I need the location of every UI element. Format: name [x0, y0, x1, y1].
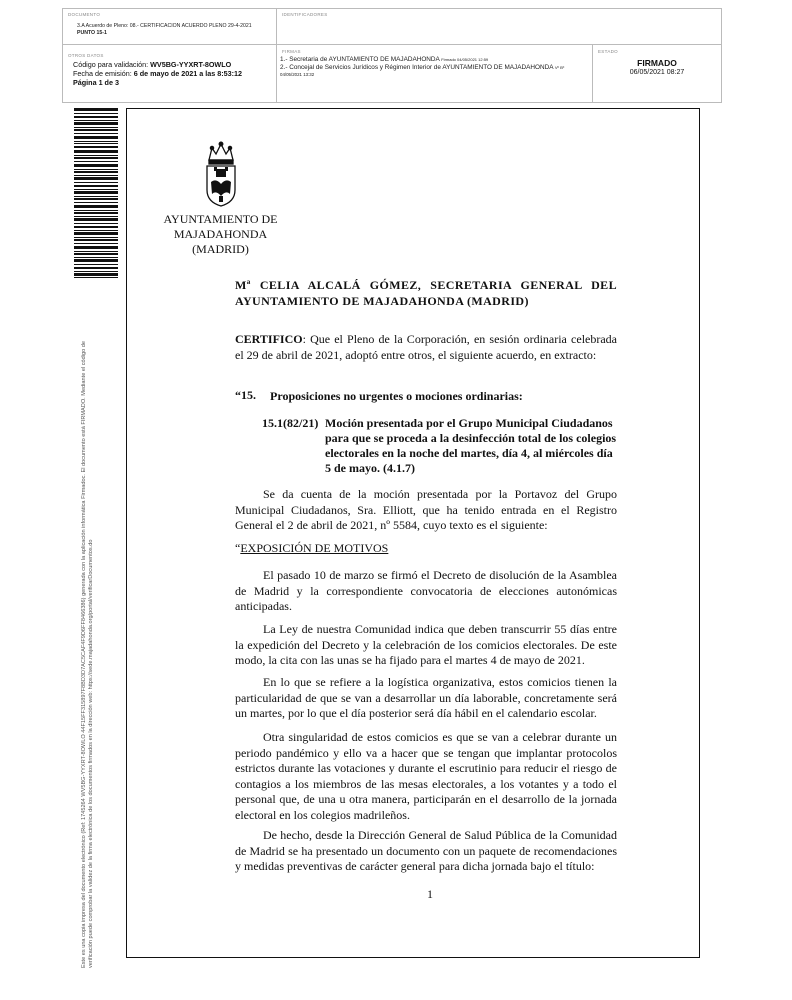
- document-header-table: [62, 8, 722, 103]
- verification-side-text: [81, 341, 95, 968]
- firma-2-meta: Vº Bº: [554, 65, 565, 70]
- paragraph-6: De hecho, desde la Dirección General de Salud Pública de la Comunidad de Madrid se ha presentado un documento con un paquete de recomendaciones y medidas preventivas de carácter general para dicha jornada bajo el título:: [235, 828, 617, 873]
- firma-2-text: 2.- Concejal de Servicios Jurídicos y Régimen Interior de AYUNTAMIENTO DE MAJADAHONDA: [280, 64, 554, 71]
- estado-label: ESTADO: [598, 49, 618, 54]
- documento-cell: [63, 9, 277, 45]
- paragraph-3: La Ley de nuestra Comunidad indica que deben transcurrir 55 días entre la expedición del Decreto y la celebración de los comicios electorales. De este modo, la cita con las unas se ha fijado para el martes 4 de mayo de 2021.: [235, 622, 617, 667]
- paragraph-5: Otra singularidad de estos comicios es que se van a celebrar durante un periodo pandémico y ello va a hacer que se tengan que implantar protocolos estrictos durante las votaciones y durante el escrutinio para reducir el riesgo de contagios a los miembros de las mesas electorales, a los votantes y a todo el personal que, de una u otra manera, participarán en el desarrollo de la jornada electoral en los colegios madrileños.: [235, 730, 617, 822]
- certifico-paragraph: [235, 332, 617, 363]
- identificadores-cell: [277, 9, 721, 45]
- firma-2-date: 04/05/2021 13:32: [280, 72, 315, 77]
- documento-label: DOCUMENTO: [68, 12, 101, 17]
- codigo-value: WV5BG-YYXRT-8OWLO: [150, 60, 232, 69]
- documento-punto: PUNTO 15-1: [77, 30, 107, 36]
- pagina-indicator: Página 1 de 3: [73, 78, 119, 87]
- firma-1-meta: Firmado 04/05/2021 12:59: [441, 57, 489, 62]
- firma-1-text: 1.- Secretaria de AYUNTAMIENTO DE MAJADAHONDA: [280, 56, 440, 63]
- firma-1: [280, 57, 488, 63]
- codigo-label: Código para validación:: [73, 60, 149, 69]
- fecha-value: 6 de mayo de 2021 a las 8:53:12: [133, 69, 243, 78]
- paragraph-1: Se da cuenta de la moción presentada por la Portavoz del Grupo Municipal Ciudadanos, Sra. Elliott, que ha tenido entrada en el Registro General el 2 de abril de 2021, nº 5584, cuyo texto es el siguiente:: [235, 487, 617, 532]
- firma-2: [280, 65, 564, 71]
- identificadores-label: IDENTIFICADORES: [282, 12, 328, 17]
- letterhead-line-3: (MADRID): [192, 242, 249, 256]
- verification-line-1: Este es una copia impresa del documento electrónico (Ref: 1745264 WV5BG-YYXRT-8OWLO 44F15FF315897F8BD3D7AC5CAF4F9D6FF8466386) generada con la aplicación informática Firmadoc. El documento está FIRMADO. Mediante el código de: [81, 340, 87, 968]
- sub-item-title: Moción presentada por el Grupo Municipal Ciudadanos para que se proceda a la desinfección total de los colegios electorales en la noche del martes, día 4, al miércoles día 5 de mayo. (4.1.7): [325, 416, 617, 475]
- section-title: EXPOSICIÓN DE MOTIVOS: [240, 541, 389, 555]
- firmas-cell: [277, 45, 593, 102]
- estado-date: 06/05/2021 08:27: [629, 69, 685, 76]
- barcode-image: [74, 108, 118, 278]
- paragraph-2: El pasado 10 de marzo se firmó el Decreto de disolución de la Asamblea de Madrid y la correspondiente convocatoria de elecciones autonómicas anticipadas.: [235, 568, 617, 613]
- estado-cell: [593, 45, 721, 102]
- otros-datos-cell: [63, 45, 277, 102]
- letterhead-line-1: AYUNTAMIENTO DE: [163, 212, 278, 226]
- otros-datos-label: OTROS DATOS: [68, 53, 104, 58]
- letterhead: [158, 212, 283, 257]
- section-quote: “: [235, 541, 241, 555]
- municipal-crest-icon: [202, 140, 240, 208]
- document-heading: Mª CELIA ALCALÁ GÓMEZ, SECRETARIA GENERAL DEL AYUNTAMIENTO DE MAJADAHONDA (MADRID): [235, 278, 617, 308]
- verification-line-2: verificación puede comprobar la validez de la firma electrónica de los documentos firmados en la dirección web: https://sede.majadahonda.org/portal/verificarDocumentos.do: [88, 539, 94, 968]
- item-title: Proposiciones no urgentes o mociones ordinarias:: [270, 389, 523, 403]
- certifico-label: CERTIFICO: [235, 332, 303, 346]
- page-number: 1: [427, 887, 433, 901]
- section-heading: [235, 541, 388, 556]
- fecha-label: Fecha de emisión:: [73, 69, 132, 78]
- paragraph-4: En lo que se refiere a la logística organizativa, estos comicios tienen la particularidad de que se van a desarrollar un día laborable, concretamente será un martes, por lo que el día posterior será día hábil en el calendario escolar.: [235, 675, 617, 720]
- item-number: “15.: [235, 388, 256, 402]
- firmas-label: FIRMAS: [282, 49, 301, 54]
- letterhead-line-2: MAJADAHONDA: [173, 227, 268, 241]
- documento-text: 3.A Acuerdo de Pleno: 08.- CERTIFICACION ACUERDO PLENO 29-4-2021: [77, 23, 252, 29]
- certifico-text: : Que el Pleno de la Corporación, en sesión ordinaria celebrada el 29 de abril de 2021, adoptó entre otros, el siguiente acuerdo, en extracto:: [235, 332, 617, 362]
- estado-value: FIRMADO: [637, 58, 677, 68]
- sub-item-number: 15.1(82/21): [262, 416, 319, 430]
